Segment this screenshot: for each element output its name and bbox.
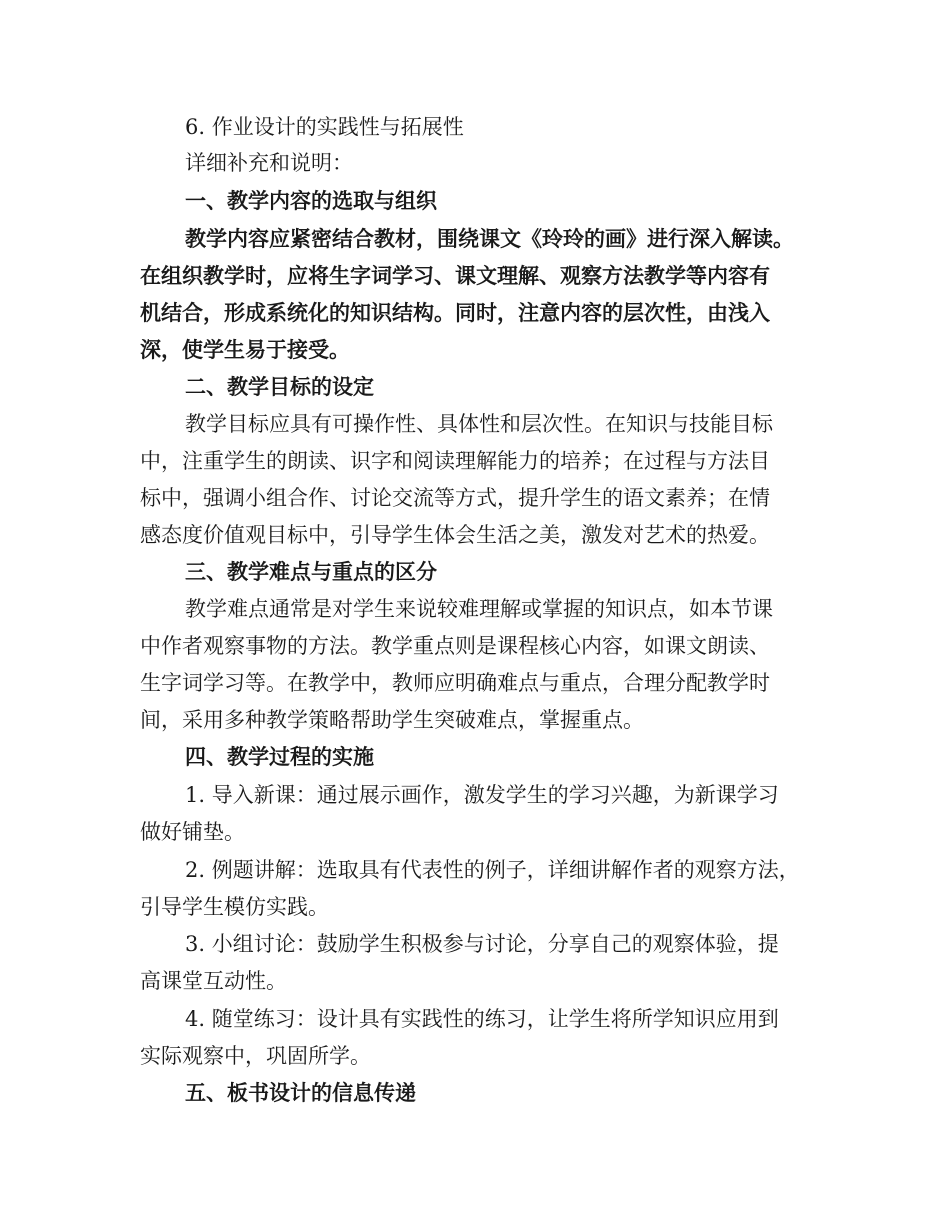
list-item-continuation: 做好铺垫。: [140, 820, 245, 844]
list-item: 4. 随堂练习：设计具有实践性的练习，让学生将所学知识应用到: [185, 1007, 779, 1031]
paragraph-line: 深，使学生易于接受。: [140, 337, 350, 362]
list-item-continuation: 引导学生模仿实践。: [140, 895, 329, 919]
paragraph-line: 感态度价值观目标中，引导学生体会生活之美，激发对艺术的热爱。: [140, 523, 770, 547]
list-item-continuation: 高课堂互动性。: [140, 969, 287, 993]
intro-label: 详细补充和说明：: [185, 151, 353, 175]
list-item-continuation: 实际观察中，巩固所学。: [140, 1044, 371, 1068]
section-heading: 三、教学难点与重点的区分: [185, 559, 437, 584]
paragraph-line: 教学难点通常是对学生来说较难理解或掌握的知识点，如本节课: [185, 597, 773, 621]
paragraph-line: 机结合，形成系统化的知识结构。同时，注意内容的层次性，由浅入: [140, 300, 770, 325]
paragraph-line: 标中，强调小组合作、讨论交流等方式，提升学生的语文素养；在情: [140, 486, 770, 510]
paragraph-line: 教学目标应具有可操作性、具体性和层次性。在知识与技能目标: [185, 412, 773, 436]
paragraph-line: 中作者观察事物的方法。教学重点则是课程核心内容，如课文朗读、: [140, 634, 770, 658]
paragraph-line: 间，采用多种教学策略帮助学生突破难点，掌握重点。: [140, 708, 644, 732]
paragraph-line: 在组织教学时，应将生字词学习、课文理解、观察方法教学等内容有: [140, 263, 770, 288]
list-item: 3. 小组讨论：鼓励学生积极参与讨论，分享自己的观察体验，提: [185, 932, 779, 956]
paragraph-line: 教学内容应紧密结合教材，围绕课文《玲玲的画》进行深入解读。: [185, 226, 794, 251]
section-heading: 二、教学目标的设定: [185, 374, 374, 399]
list-item: 2. 例题讲解：选取具有代表性的例子，详细讲解作者的观察方法，: [185, 858, 800, 882]
paragraph-line: 中，注重学生的朗读、识字和阅读理解能力的培养；在过程与方法目: [140, 449, 770, 473]
section-heading: 五、板书设计的信息传递: [185, 1080, 416, 1105]
section-heading: 一、教学内容的选取与组织: [185, 188, 437, 213]
paragraph-line: 生字词学习等。在教学中，教师应明确难点与重点，合理分配教学时: [140, 671, 770, 695]
section-heading: 四、教学过程的实施: [185, 744, 374, 769]
list-item: 1. 导入新课：通过展示画作，激发学生的学习兴趣，为新课学习: [185, 783, 779, 807]
list-item: 6. 作业设计的实践性与拓展性: [185, 115, 464, 139]
